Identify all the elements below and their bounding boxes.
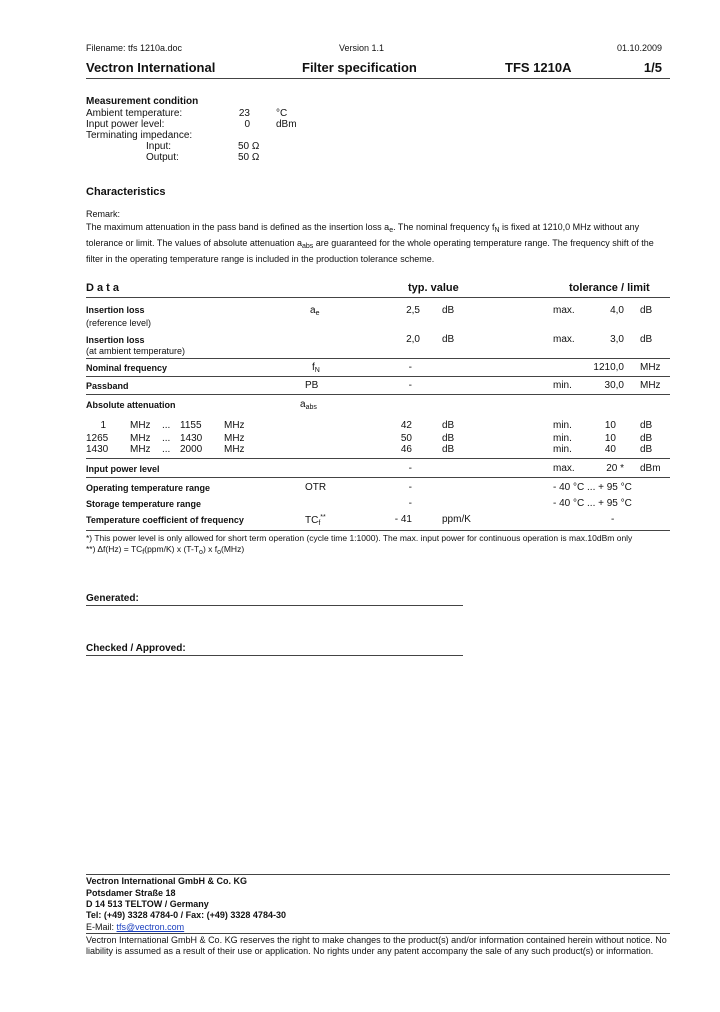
op-temp-symbol: OTR [305,482,327,493]
freq-end: 1155 [180,420,202,431]
passband-tol: min. [553,380,572,391]
page-number: 1/5 [643,60,662,75]
attenuation-tol: min. [553,444,572,455]
email-link[interactable]: tfs@vectron.com [116,922,185,932]
freq-range-dots: ... [162,420,171,431]
characteristics-title: Characteristics [86,186,166,198]
insertion-loss-amb-unit: dB [442,334,455,345]
date: 01.10.2009 [616,43,662,53]
doc-title: Filter specification [302,60,417,75]
row-rule [86,477,670,478]
row-rule [86,358,670,359]
insertion-loss-amb-tol-value: 3,0 [610,334,624,345]
insertion-loss-symbol: $a_e$ [310,305,320,317]
tcf-value: - 41 [394,514,412,525]
attenuation-unit: dB [442,433,455,444]
absolute-attenuation-label: Absolute attenuation [86,400,176,410]
checked-label: Checked / Approved: [86,643,186,654]
input-power-tol-value: 20 * [606,463,624,474]
attenuation-unit: dB [442,420,455,431]
insertion-loss-amb-sub: (at ambient temperature) [86,346,186,356]
nominal-frequency-label: Nominal frequency [86,363,168,373]
freq-start-unit: MHz [130,433,151,444]
term-label: Terminating impedance: [86,130,193,141]
passband-tol-value: 30,0 [604,380,624,391]
attenuation-value: 50 [400,433,412,444]
attenuation-tol-unit: dB [640,420,653,431]
storage-temp-label: Storage temperature range [86,499,202,509]
part-number: TFS 1210A [505,60,572,75]
tcf-symbol: $TC_f^{**}$ [305,514,326,527]
passband-value: - [408,380,412,391]
row-rule [86,458,670,459]
insertion-loss-amb-value: 2,0 [406,334,420,345]
freq-end: 2000 [180,444,203,455]
footnote-power: *) This power level is only allowed for short term operation (cycle time 1:1000). The max. input power for continuous operation is max.10dBm only [86,533,633,543]
data-header: D a t a [86,282,120,294]
passband-label: Passband [86,381,129,391]
insertion-loss-amb-label: Insertion loss [86,335,145,345]
attenuation-tol-value: 40 [604,444,616,455]
ambient-value: 23 [238,108,250,119]
insertion-loss-value: 2,5 [406,305,420,316]
typ-value-header: typ. value [408,282,459,294]
freq-end-unit: MHz [224,420,245,431]
generated-signature-line [86,605,463,606]
row-rule [86,376,670,377]
freq-start-unit: MHz [130,444,151,455]
freq-start-unit: MHz [130,420,151,431]
attenuation-unit: dB [442,444,455,455]
footer-rule-2 [86,933,670,934]
attenuation-tol: min. [553,420,572,431]
freq-start: 1 [100,420,106,431]
tcf-label: Temperature coefficient of frequency [86,515,244,525]
op-temp-range: - 40 °C ... + 95 °C [553,482,632,493]
footer-email: E-Mail: tfs@vectron.com [86,922,185,932]
tcf-unit: ppm/K [442,514,471,525]
footer-disclaimer: Vectron International GmbH & Co. KG reserves the right to make changes to the product(s) and/or information contained herein without notice. No liability is assumed as a result of their use or application. No rights under any patent accompany the sale of any such product(s) or information. [86,935,667,956]
passband-symbol: PB [305,380,319,391]
measurement-title: Measurement condition [86,96,199,107]
attenuation-tol: min. [553,433,572,444]
output-label: Output: [146,152,179,163]
power-value: 0 [244,119,250,130]
attenuation-tol-value: 10 [604,420,616,431]
power-unit: dBm [276,119,297,130]
checked-signature-line [86,655,463,656]
footer-rule [86,874,670,875]
attenuation-value: 46 [400,444,412,455]
freq-range-dots: ... [162,433,171,444]
row-rule [86,394,670,395]
passband-tol-unit: MHz [640,380,661,391]
row-rule [86,530,670,531]
footer-phone: Tel: (+49) 3328 4784-0 / Fax: (+49) 3328 4784-30 [86,910,286,920]
version: Version 1.1 [339,43,385,53]
nominal-frequency-value: - [408,362,412,373]
insertion-loss-label: Insertion loss [86,305,145,315]
ambient-label: Ambient temperature: [86,108,183,119]
insertion-loss-tol-unit: dB [640,305,653,316]
filename: Filename: tfs 1210a.doc [86,43,183,53]
ambient-unit: °C [276,108,288,119]
footnote-tcf: **) $\Delta f(Hz) = TC_f(ppm/K)$ x $(T-T_o)$ x $f_o(MHz)$ [86,544,245,556]
absolute-attenuation-symbol: $a_{abs}$ [300,399,317,411]
freq-end: 1430 [180,433,203,444]
input-value: 50 Ω [238,141,260,152]
attenuation-value: 42 [400,420,412,431]
input-power-label: Input power level [86,464,160,474]
remark-label: Remark: [86,209,121,219]
attenuation-tol-unit: dB [640,444,653,455]
input-power-value: - [408,463,412,474]
power-label: Input power level: [86,119,165,130]
header-rule [86,78,670,79]
footer-city: D 14 513 TELTOW / Germany [86,899,209,909]
attenuation-tol-value: 10 [604,433,616,444]
insertion-loss-tol: max. [553,305,575,316]
insertion-loss-unit: dB [442,305,455,316]
remark-text: The maximum attenuation in the pass band is defined as the insertion loss $a_e$. The nominal frequency $f_N$ is fixed at 1210,0 MHz without any tolerance or limit. The values of absolute attenuation $a_{abs}$ are guaranteed for the whole operating temperature range. The frequency shift of the filter in the operating temperature range is included in the production tolerance scheme. [86,222,654,264]
nominal-frequency-symbol: $f_N$ [312,362,320,374]
op-temp-value: - [408,482,412,493]
freq-end-unit: MHz [224,433,245,444]
output-value: 50 Ω [238,152,260,163]
nominal-frequency-tol-unit: MHz [640,362,661,373]
insertion-loss-tol-value: 4,0 [610,305,624,316]
insertion-loss-amb-tol: max. [553,334,575,345]
attenuation-tol-unit: dB [640,433,653,444]
input-label: Input: [146,141,172,152]
freq-range-dots: ... [162,444,171,455]
freq-start: 1430 [86,444,109,455]
footer-street: Potsdamer Straße 18 [86,888,176,898]
freq-end-unit: MHz [224,444,245,455]
input-power-tol: max. [553,463,575,474]
freq-start: 1265 [86,433,109,444]
storage-temp-range: - 40 °C ... + 95 °C [553,498,632,509]
op-temp-label: Operating temperature range [86,483,211,493]
input-power-tol-unit: dBm [640,463,661,474]
tcf-tol: - [611,514,615,525]
table-header-rule [86,297,670,298]
tolerance-header: tolerance / limit [569,282,650,294]
insertion-loss-amb-tol-unit: dB [640,334,653,345]
insertion-loss-sub: (reference level) [86,318,152,328]
company-name: Vectron International [86,60,216,75]
storage-temp-value: - [408,498,412,509]
nominal-frequency-tol-value: 1210,0 [593,362,624,373]
footer-company: Vectron International GmbH & Co. KG [86,876,248,886]
generated-label: Generated: [86,593,139,604]
